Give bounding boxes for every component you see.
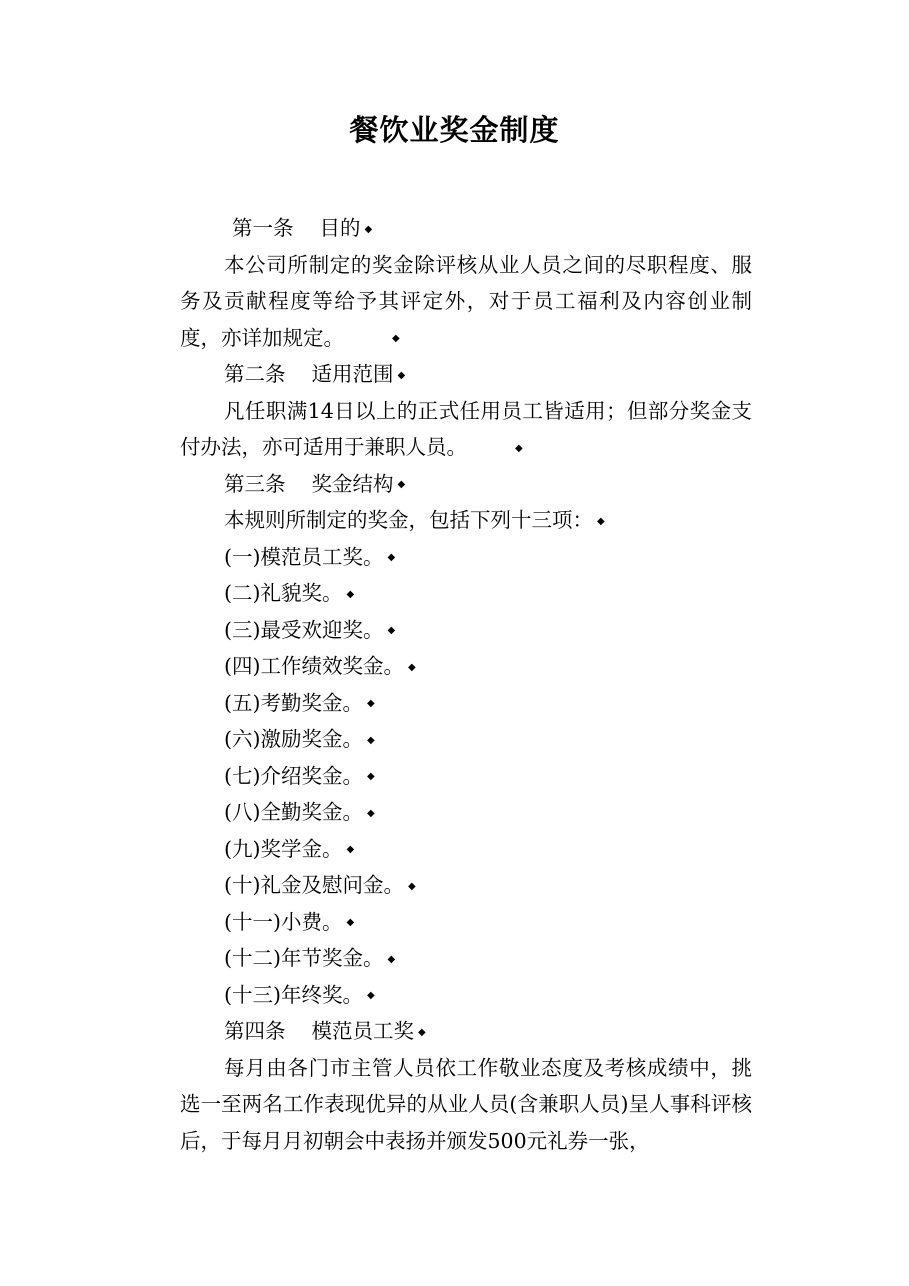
list-item-text: (五)考勤奖金。 bbox=[224, 690, 363, 715]
article-heading-text: 模范员工奖 bbox=[311, 1019, 414, 1043]
list-item-text: (十一)小费。 bbox=[224, 909, 343, 934]
article-1-paragraph bbox=[180, 247, 752, 357]
article-3-intro bbox=[180, 502, 752, 539]
list-item-text: (七)介绍奖金。 bbox=[224, 763, 363, 788]
article-number: 第四条 bbox=[224, 1019, 286, 1043]
paragraph-text: 凡任职满14日以上的正式任用员工皆适用；但部分奖金支付办法，亦可适用于兼职人员。 bbox=[180, 398, 752, 459]
paragraph-mark-icon: ◆ bbox=[367, 771, 375, 782]
list-item-text: (三)最受欢迎奖。 bbox=[224, 617, 384, 642]
bonus-list-item bbox=[180, 721, 752, 758]
document-body bbox=[180, 210, 752, 1159]
article-number: 第二条 bbox=[224, 362, 286, 386]
list-item-text: (四)工作绩效奖金。 bbox=[224, 654, 404, 678]
article-4-heading bbox=[180, 1013, 752, 1050]
bonus-list-item bbox=[180, 794, 752, 831]
article-heading-text: 目的 bbox=[319, 216, 361, 240]
paragraph-mark-icon: ◆ bbox=[364, 223, 373, 235]
bonus-list-item bbox=[180, 977, 752, 1014]
paragraph-mark-icon: ◆ bbox=[346, 844, 355, 855]
paragraph-mark-icon: ◆ bbox=[397, 479, 406, 490]
paragraph-mark-icon: ◆ bbox=[392, 333, 400, 344]
paragraph-mark-icon: ◆ bbox=[367, 734, 375, 746]
list-item-text: (十)礼金及慰问金。 bbox=[224, 873, 404, 897]
bonus-list-item bbox=[180, 940, 752, 977]
paragraph-mark-icon: ◆ bbox=[408, 880, 416, 892]
list-item-text: (六)激励奖金。 bbox=[224, 727, 363, 751]
bonus-list-item bbox=[180, 648, 752, 685]
article-2-paragraph bbox=[180, 393, 752, 466]
bonus-list-item bbox=[180, 758, 752, 795]
article-3-heading bbox=[180, 466, 752, 503]
article-4-paragraph bbox=[180, 1050, 752, 1160]
bonus-list-item bbox=[180, 539, 752, 576]
article-heading-text: 适用范围 bbox=[311, 362, 394, 386]
paragraph-mark-icon: ◆ bbox=[418, 1026, 426, 1038]
paragraph-text: 每月由各门市主管人员依工作敬业态度及考核成绩中，挑选一至两名工作表现优异的从业人员(含兼职人员)呈人事科评核后，于每月月初朝会中表扬并颁发500元礼券一张， bbox=[180, 1055, 752, 1153]
paragraph-mark-icon: ◆ bbox=[397, 369, 406, 381]
list-item-text: (一)模范员工奖。 bbox=[224, 544, 384, 569]
article-heading-text: 奖金结构 bbox=[311, 471, 394, 496]
bonus-list-item bbox=[180, 867, 752, 904]
list-item-text: (九)奖学金。 bbox=[224, 836, 343, 861]
bonus-list-item bbox=[180, 612, 752, 649]
paragraph-mark-icon: ◆ bbox=[367, 990, 375, 1001]
paragraph-mark-icon: ◆ bbox=[387, 953, 396, 965]
paragraph-mark-icon: ◆ bbox=[367, 698, 375, 709]
article-number: 第一条 bbox=[232, 216, 294, 240]
paragraph-mark-icon: ◆ bbox=[387, 552, 396, 563]
document-title: 餐饮业奖金制度 bbox=[349, 113, 560, 147]
article-1-heading bbox=[180, 210, 752, 247]
list-item-text: (八)全勤奖金。 bbox=[224, 800, 363, 824]
paragraph-mark-icon: ◆ bbox=[367, 807, 375, 819]
bonus-list-item bbox=[180, 904, 752, 941]
paragraph-mark-icon: ◆ bbox=[408, 661, 416, 673]
paragraph-mark-icon: ◆ bbox=[346, 917, 355, 928]
list-item-text: (十二)年节奖金。 bbox=[224, 946, 384, 970]
article-2-heading bbox=[180, 356, 752, 393]
paragraph-text: 本公司所制定的奖金除评核从业人员之间的尽职程度、服务及贡献程度等给予其评定外，对于员工福利及内容创业制度，亦详加规定。 bbox=[180, 252, 752, 350]
bonus-list-item bbox=[180, 831, 752, 868]
article-number: 第三条 bbox=[224, 471, 286, 496]
bonus-list-item bbox=[180, 575, 752, 612]
list-item-text: (十三)年终奖。 bbox=[224, 982, 363, 1007]
bonus-list-item bbox=[180, 685, 752, 722]
paragraph-mark-icon: ◆ bbox=[597, 515, 605, 527]
paragraph-mark-icon: ◆ bbox=[387, 625, 396, 636]
paragraph-mark-icon: ◆ bbox=[515, 442, 523, 454]
paragraph-mark-icon: ◆ bbox=[346, 588, 355, 600]
paragraph-text: 本规则所制定的奖金，包括下列十三项： bbox=[224, 508, 593, 532]
list-item-text: (二)礼貌奖。 bbox=[224, 581, 343, 605]
